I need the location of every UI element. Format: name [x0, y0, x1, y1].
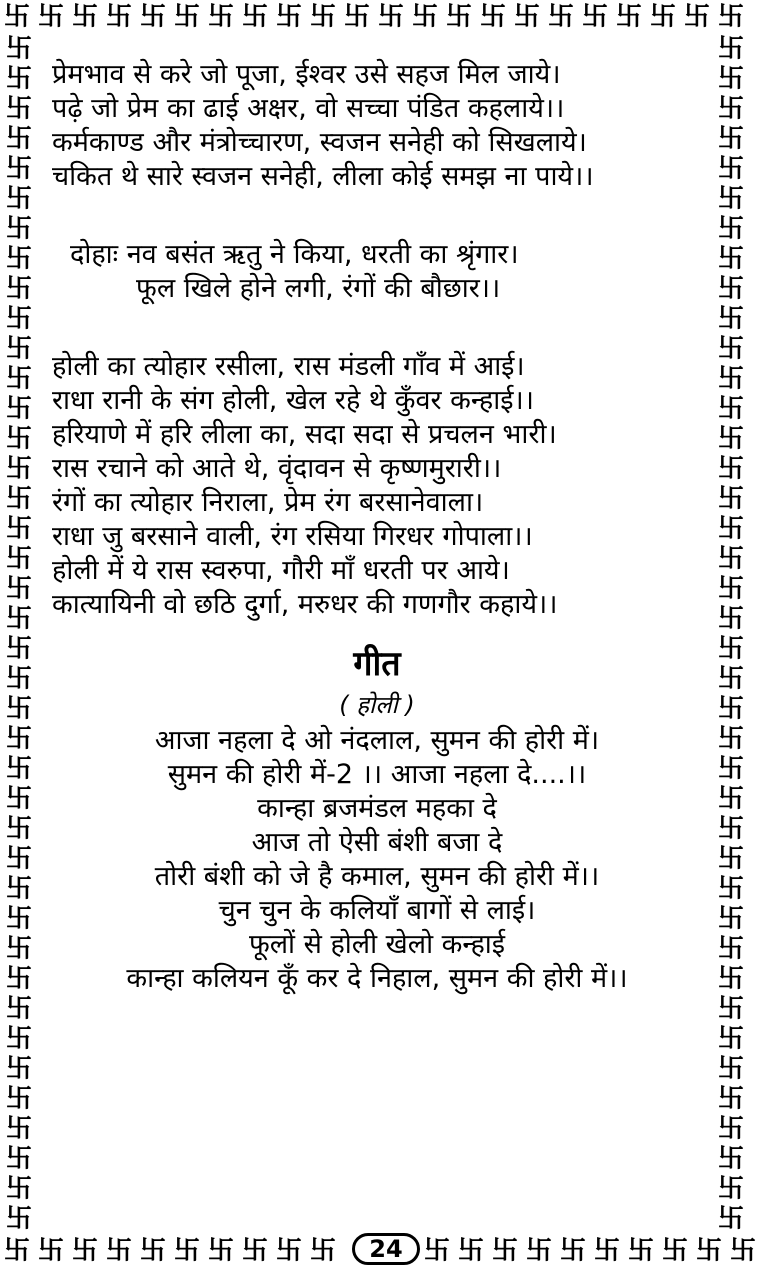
swastika-icon: 卐 [717, 1054, 744, 1084]
swastika-icon: 卐 [717, 1174, 744, 1204]
swastika-icon: 卐 [173, 2, 200, 32]
song-line: आजा नहला दे ओ नंदलाल, सुमन की होरी में। [154, 725, 600, 756]
swastika-icon: 卐 [5, 1024, 32, 1054]
swastika-icon: 卐 [717, 1144, 744, 1174]
swastika-icon: 卐 [5, 1084, 32, 1114]
swastika-icon: 卐 [3, 1236, 30, 1266]
swastika-icon: 卐 [241, 1236, 268, 1266]
song-line: सुमन की होरी में-2 ।। आजा नहला दे....।। [167, 759, 587, 790]
swastika-icon: 卐 [717, 454, 744, 484]
swastika-icon: 卐 [717, 874, 744, 904]
swastika-icon: 卐 [207, 1236, 234, 1266]
swastika-icon: 卐 [5, 334, 32, 364]
swastika-icon: 卐 [5, 814, 32, 844]
swastika-icon: 卐 [717, 754, 744, 784]
swastika-icon: 卐 [5, 1144, 32, 1174]
verse-2 [52, 350, 702, 622]
swastika-icon: 卐 [717, 334, 744, 364]
swastika-icon: 卐 [717, 1084, 744, 1114]
swastika-icon: 卐 [105, 1236, 132, 1266]
swastika-icon: 卐 [5, 604, 32, 634]
swastika-icon: 卐 [5, 934, 32, 964]
swastika-icon: 卐 [173, 1236, 200, 1266]
right-border [712, 34, 750, 1234]
swastika-icon: 卐 [717, 154, 744, 184]
swastika-icon: 卐 [5, 34, 32, 64]
verse-line: पढ़े जो प्रेम का ढाई अक्षर, वो सच्चा पंडित कहलाये।। [52, 93, 565, 124]
swastika-icon: 卐 [5, 754, 32, 784]
verse-1 [52, 58, 702, 194]
swastika-icon: 卐 [717, 64, 744, 94]
swastika-icon: 卐 [717, 394, 744, 424]
swastika-icon: 卐 [717, 124, 744, 154]
verse-line: राधा जु बरसाने वाली, रंग रसिया गिरधर गोपाला।। [52, 521, 533, 552]
swastika-icon: 卐 [615, 2, 642, 32]
song-subtitle: ( होली ) [339, 691, 415, 719]
swastika-icon: 卐 [457, 1236, 484, 1266]
swastika-icon: 卐 [581, 2, 608, 32]
swastika-icon: 卐 [513, 2, 540, 32]
swastika-icon: 卐 [37, 2, 64, 32]
verse-line: कात्यायिनी वो छठि दुर्गा, मरुधर की गणगौर कहाये।। [52, 589, 558, 620]
swastika-icon: 卐 [717, 724, 744, 754]
swastika-icon: 卐 [627, 1236, 654, 1266]
swastika-icon: 卐 [593, 1236, 620, 1266]
doha [52, 238, 702, 306]
swastika-icon: 卐 [411, 2, 438, 32]
swastika-icon: 卐 [695, 1236, 722, 1266]
swastika-icon: 卐 [717, 814, 744, 844]
verse-line: हरियाणे में हरि लीला का, सदा सदा से प्रचलन भारी। [52, 419, 557, 450]
song-lyrics [52, 724, 702, 996]
verse-line: रंगों का त्योहार निराला, प्रेम रंग बरसानेवाला। [52, 487, 484, 518]
swastika-icon: 卐 [547, 2, 574, 32]
swastika-icon: 卐 [5, 94, 32, 124]
swastika-icon: 卐 [717, 94, 744, 124]
swastika-icon: 卐 [717, 694, 744, 724]
swastika-icon: 卐 [717, 274, 744, 304]
swastika-icon: 卐 [717, 484, 744, 514]
swastika-icon: 卐 [717, 424, 744, 454]
swastika-icon: 卐 [717, 244, 744, 274]
swastika-icon: 卐 [37, 1236, 64, 1266]
swastika-icon: 卐 [717, 994, 744, 1024]
swastika-icon: 卐 [717, 514, 744, 544]
swastika-icon: 卐 [683, 2, 710, 32]
swastika-icon: 卐 [5, 664, 32, 694]
swastika-icon: 卐 [5, 1114, 32, 1144]
swastika-icon: 卐 [5, 724, 32, 754]
swastika-icon: 卐 [717, 634, 744, 664]
verse-line: होली में ये रास स्वरुपा, गौरी माँ धरती पर आये। [52, 555, 510, 586]
swastika-icon: 卐 [5, 364, 32, 394]
swastika-icon: 卐 [661, 1236, 688, 1266]
doha-line-2: फूल खिले होने लगी, रंगों की बौछार।। [136, 273, 501, 304]
swastika-icon: 卐 [309, 1236, 336, 1266]
swastika-icon: 卐 [717, 664, 744, 694]
swastika-icon: 卐 [5, 304, 32, 334]
left-border [0, 34, 38, 1234]
page-number: 24 [352, 1233, 420, 1265]
swastika-icon: 卐 [5, 64, 32, 94]
swastika-icon: 卐 [3, 2, 30, 32]
swastika-icon: 卐 [5, 514, 32, 544]
swastika-icon: 卐 [559, 1236, 586, 1266]
verse-line: रास रचाने को आते थे, वृंदावन से कृष्णमुरारी।। [52, 453, 502, 484]
swastika-icon: 卐 [649, 2, 676, 32]
swastika-icon: 卐 [5, 454, 32, 484]
verse-line: चकित थे सारे स्वजन सनेही, लीला कोई समझ ना पाये।। [52, 161, 594, 192]
swastika-icon: 卐 [5, 274, 32, 304]
swastika-icon: 卐 [717, 604, 744, 634]
swastika-icon: 卐 [5, 874, 32, 904]
swastika-icon: 卐 [5, 994, 32, 1024]
swastika-icon: 卐 [309, 2, 336, 32]
swastika-icon: 卐 [5, 844, 32, 874]
verse-line: होली का त्योहार रसीला, रास मंडली गाँव में आई। [52, 351, 525, 382]
swastika-icon: 卐 [717, 844, 744, 874]
swastika-icon: 卐 [5, 1054, 32, 1084]
swastika-icon: 卐 [105, 2, 132, 32]
song-line: तोरी बंशी को जे है कमाल, सुमन की होरी में।। [154, 861, 600, 892]
swastika-icon: 卐 [5, 784, 32, 814]
swastika-icon: 卐 [717, 784, 744, 814]
swastika-icon: 卐 [445, 2, 472, 32]
swastika-icon: 卐 [5, 574, 32, 604]
swastika-icon: 卐 [717, 904, 744, 934]
swastika-icon: 卐 [343, 2, 370, 32]
song-line: आज तो ऐसी बंशी बजा दे [251, 827, 503, 858]
swastika-icon: 卐 [717, 2, 744, 32]
swastika-icon: 卐 [491, 1236, 518, 1266]
swastika-icon: 卐 [423, 1236, 450, 1266]
swastika-icon: 卐 [71, 1236, 98, 1266]
swastika-icon: 卐 [5, 1174, 32, 1204]
swastika-icon: 卐 [5, 904, 32, 934]
swastika-icon: 卐 [717, 934, 744, 964]
song-line: कान्हा ब्रजमंडल महका दे [257, 793, 497, 824]
verse-line: कर्मकाण्ड और मंत्रोच्चारण, स्वजन सनेही को सिखलाये। [52, 127, 587, 158]
swastika-icon: 卐 [5, 184, 32, 214]
swastika-icon: 卐 [275, 2, 302, 32]
swastika-icon: 卐 [5, 394, 32, 424]
top-border [0, 0, 750, 34]
swastika-icon: 卐 [717, 1204, 744, 1234]
swastika-icon: 卐 [139, 2, 166, 32]
verse-line: प्रेमभाव से करे जो पूजा, ईश्वर उसे सहज मिल जाये। [52, 59, 561, 90]
song-line: कान्हा कलियन कूँ कर दे निहाल, सुमन की होरी में।। [126, 963, 628, 994]
swastika-icon: 卐 [5, 484, 32, 514]
swastika-icon: 卐 [139, 1236, 166, 1266]
swastika-icon: 卐 [717, 364, 744, 394]
swastika-icon: 卐 [525, 1236, 552, 1266]
swastika-icon: 卐 [717, 964, 744, 994]
swastika-icon: 卐 [5, 124, 32, 154]
swastika-icon: 卐 [717, 34, 744, 64]
swastika-icon: 卐 [5, 154, 32, 184]
swastika-icon: 卐 [717, 304, 744, 334]
swastika-icon: 卐 [717, 544, 744, 574]
song-line: फूलों से होली खेलो कन्हाई [248, 929, 506, 960]
swastika-icon: 卐 [241, 2, 268, 32]
swastika-icon: 卐 [5, 964, 32, 994]
swastika-icon: 卐 [377, 2, 404, 32]
swastika-icon: 卐 [5, 694, 32, 724]
swastika-icon: 卐 [71, 2, 98, 32]
swastika-icon: 卐 [729, 1236, 756, 1266]
swastika-icon: 卐 [5, 424, 32, 454]
verse-line: राधा रानी के संग होली, खेल रहे थे कुँवर कन्हाई।। [52, 385, 534, 416]
swastika-icon: 卐 [5, 544, 32, 574]
swastika-icon: 卐 [717, 1114, 744, 1144]
swastika-icon: 卐 [207, 2, 234, 32]
swastika-icon: 卐 [5, 634, 32, 664]
song-title: गीत [353, 644, 401, 684]
swastika-icon: 卐 [479, 2, 506, 32]
swastika-icon: 卐 [275, 1236, 302, 1266]
swastika-icon: 卐 [717, 184, 744, 214]
song-line: चुन चुन के कलियाँ बागों से लाई। [218, 895, 536, 926]
page-content [52, 58, 702, 996]
swastika-icon: 卐 [5, 1204, 32, 1234]
doha-line-1: दोहाः नव बसंत ऋतु ने किया, धरती का श्रृंगार। [70, 239, 519, 270]
swastika-icon: 卐 [717, 574, 744, 604]
swastika-icon: 卐 [717, 1024, 744, 1054]
swastika-icon: 卐 [717, 214, 744, 244]
bottom-left-border [0, 1234, 340, 1268]
bottom-right-border [420, 1234, 756, 1268]
swastika-icon: 卐 [5, 244, 32, 274]
swastika-icon: 卐 [5, 214, 32, 244]
